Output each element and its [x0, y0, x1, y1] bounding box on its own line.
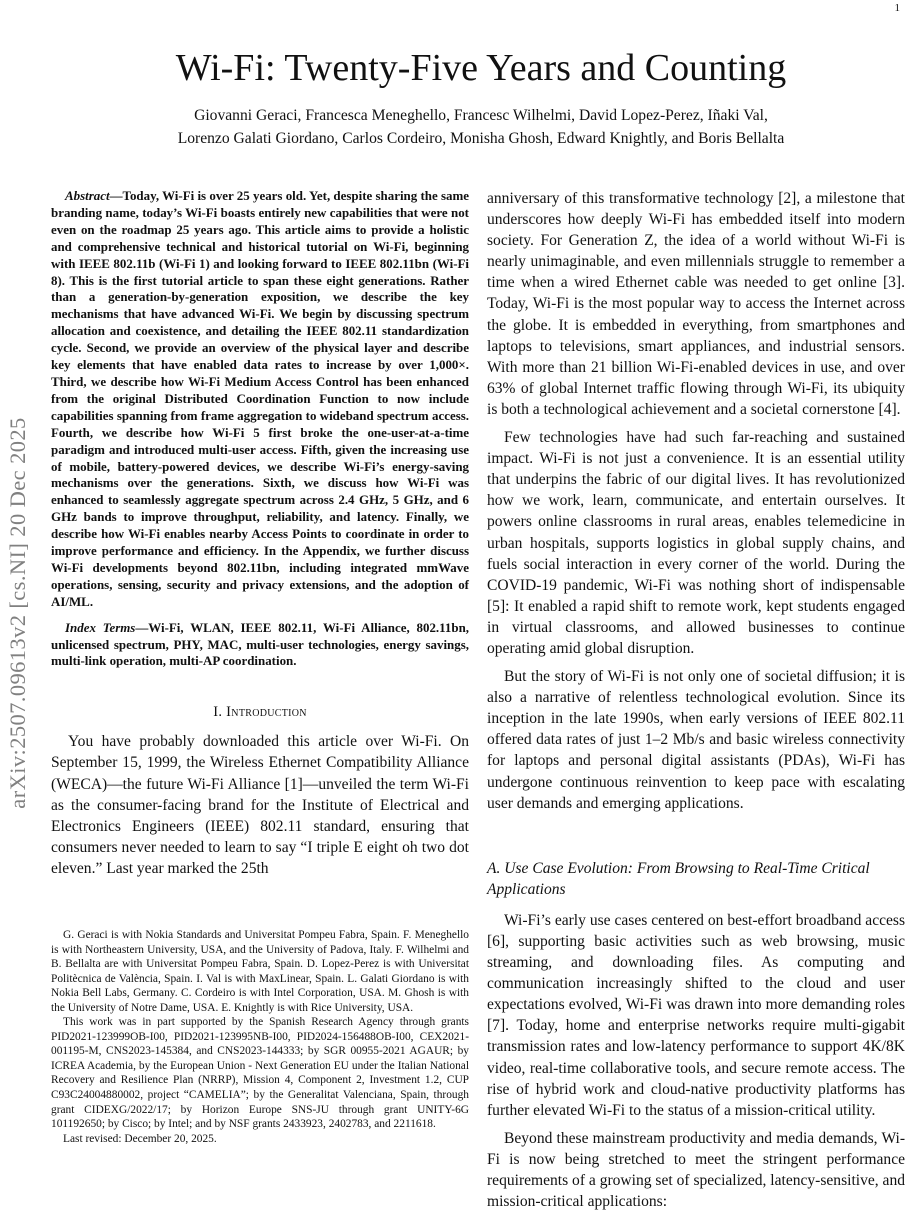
left-column: [51, 188, 469, 879]
index-terms-label: Index Terms: [65, 619, 136, 635]
footnote-funding: This work was in part supported by the Spanish Research Agency through grants PID2021-123999OB-I00, PID2021-123995NB-I00, PID2024-156488OB-I00, CEX2021-001195-M, CNS2023-145384, and CNS2023-144333; by SGR 00955-2021 AGAUR; by ICREA Academia, by the European Union - Next Generation EU under the Italian National Recovery and Resilience Plan (NRRP), Mission 4, Component 2, Investment 1.2, CUP C93C24004880002, project “CAMELIA”; by the Generalitat Valenciana, Spain, through grant CIDEXG/2022/17; by Horizon Europe SNS-JU through grant UNITY-6G 101192650; by Cisco; by Intel; and by NSF grants 2433923, 2402783, and 2211618.: [51, 1016, 469, 1131]
footnote-affiliations: G. Geraci is with Nokia Standards and Universitat Pompeu Fabra, Spain. F. Meneghello is with Northeastern University, USA, and the University of Padova, Italy. F. Wilhelmi and B. Bellalta are with Universitat Pompeu Fabra, Spain. D. Lopez-Perez is with Universitat Politècnica de València, Spain. I. Val is with MaxLinear, Spain. L. Galati Giordano is with Nokia Bell Labs, Germany. C. Cordeiro is with Intel Corporation, USA. M. Ghosh is with the University of Notre Dame, USA. E. Knightly is with Rice University, USA.: [51, 929, 469, 1014]
footnotes: [51, 928, 469, 1146]
right-column: [487, 188, 905, 1212]
abstract-text: —Today, Wi-Fi is over 25 years old. Yet, despite sharing the same branding name, today’s Wi-Fi boasts entirely new capabilities that were not even on the roadmap 25 years ago. This article aims to provide a holistic and comprehensive technical and historical tutorial on Wi-Fi, beginning with IEEE 802.11b (Wi-Fi 1) and looking forward to IEEE 802.11bn (Wi-Fi 8). This is the first tutorial article to span these eight generations. Rather than a generation-by-generation exposition, we describe the key mechanisms that have advanced Wi-Fi. We begin by discussing spectrum allocation and coexistence, and detailing the IEEE 802.11 standardization cycle. Second, we provide an overview of the physical layer and describe key elements that have enabled data rates to increase by over 1,000×. Third, we describe how Wi-Fi Medium Access Control has been enhanced from the original Distributed Coordination Function to now include capabilities spanning from frame aggregation to wideband spectrum access. Fourth, we describe how Wi-Fi 5 first broke the one-user-at-a-time paradigm and introduced multi-user access. Fifth, given the increasing use of mobile, battery-powered devices, we describe Wi-Fi’s energy-saving mechanisms over the generations. Sixth, we discuss how Wi-Fi was enhanced to seamlessly aggregate spectrum across 2.4 GHz, 5 GHz, and 6 GHz bands to improve throughput, reliability, and latency. Finally, we describe how Wi-Fi enables nearby Access Points to coordinate in order to improve performance and efficiency. In the Appendix, we further discuss Wi-Fi developments beyond 802.11bn, including integrated mmWave operations, sensing, security and privacy extensions, and the adoption of AI/ML.: [51, 188, 469, 609]
author-list: [60, 104, 902, 150]
index-terms-text: —Wi-Fi, WLAN, IEEE 802.11, Wi-Fi Alliance, 802.11bn, unlicensed spectrum, PHY, MAC, multi-user technologies, energy savings, multi-link operation, multi-AP coordination.: [51, 619, 469, 669]
page-number: 1: [894, 2, 900, 14]
body-paragraph-2: Few technologies have had such far-reaching and sustained impact. Wi-Fi is not just a convenience. It is an essential utility that underpins the fabric of our digital lives. It has revolutionized how we work, learn, communicate, and entertain ourselves. It powers online classrooms in rural areas, enables telemedicine in urban hospitals, supports logistics in global supply chains, and fuels social interaction in every corner of the world. During the COVID-19 pandemic, Wi-Fi was nothing short of indispensable [5]: It enabled a rapid shift to remote work, kept students engaged in virtual classrooms, and allowed businesses to continue operating amid global disruption.: [487, 429, 905, 657]
index-terms: [51, 620, 469, 671]
subsection-heading-use-case: A. Use Case Evolution: From Browsing to Real-Time Critical Applications: [487, 859, 870, 898]
body-paragraph-5: Beyond these mainstream productivity and media demands, Wi-Fi is now being stretched to meet the stringent performance requirements of a growing set of specialized, latency-sensitive, and mission-critical applications:: [487, 1129, 905, 1211]
footnote-revision: Last revised: December 20, 2025.: [63, 1132, 217, 1145]
authors-line-2: Lorenzo Galati Giordano, Carlos Cordeiro, Monisha Ghosh, Edward Knightly, and Boris Bellalta: [177, 130, 785, 147]
abstract: [51, 188, 469, 611]
paper-title: Wi-Fi: Twenty-Five Years and Counting: [175, 47, 787, 89]
body-paragraph-3: But the story of Wi-Fi is not only one of societal diffusion; it is also a narrative of relentless technological evolution. Since its inception in the late 1990s, when early versions of IEEE 802.11 offered data rates of just 1–2 Mb/s and basic wireless connectivity for laptops and personal digital assistants (PDAs), Wi-Fi has undergone continuous reinvention to keep pace with escalating user demands and emerging applications.: [487, 668, 905, 812]
arxiv-identifier: arXiv:2507.09613v2 [cs.NI] 20 Dec 2025: [5, 417, 30, 809]
authors-line-1: Giovanni Geraci, Francesca Meneghello, Francesc Wilhelmi, David Lopez-Perez, Iñaki Val,: [194, 107, 768, 124]
section-heading-introduction: I. Introduction: [213, 704, 307, 721]
body-paragraph-4: Wi-Fi’s early use cases centered on best-effort broadband access [6], supporting basic activities such as web browsing, music streaming, and downloading files. As computing and communication increasingly shifted to the cloud and user expectations evolved, Wi-Fi was drawn into more demanding roles [7]. Today, home and enterprise networks require multi-gigabit transmission rates and low-latency performance to support 4K/8K video, real-time collaborative tools, and secure remote access. The rise of hybrid work and cloud-native productivity platforms has further elevated Wi-Fi to the status of a mission-critical utility.: [487, 911, 905, 1119]
intro-paragraph: You have probably downloaded this article over Wi-Fi. On September 15, 1999, the Wireless Ethernet Compatibility Alliance (WECA)—the future Wi-Fi Alliance [1]—unveiled the term Wi-Fi as the consumer-facing brand for the Institute of Electrical and Electronics Engineers (IEEE) 802.11 standard, ensuring that consumers never needed to learn to say “I triple E eight oh two dot eleven.” Last year marked the 25th: [51, 733, 469, 877]
body-paragraph-1: anniversary of this transformative technology [2], a milestone that underscores how deeply Wi-Fi has embedded itself into modern society. For Generation Z, the idea of a world without Wi-Fi is nearly unimaginable, and even millennials struggle to remember a time when a wired Ethernet cable was needed to get online [3]. Today, Wi-Fi is the most popular way to access the Internet across the globe. It is embedded in everything, from smartphones and laptops to televisions, smart appliances, and industrial sensors. With more than 21 billion Wi-Fi-enabled devices in use, and over 63% of global Internet traffic flowing through Wi-Fi, its ubiquity is both a technological achievement and a societal cornerstone [4].: [487, 190, 905, 418]
abstract-label: Abstract: [65, 188, 110, 203]
